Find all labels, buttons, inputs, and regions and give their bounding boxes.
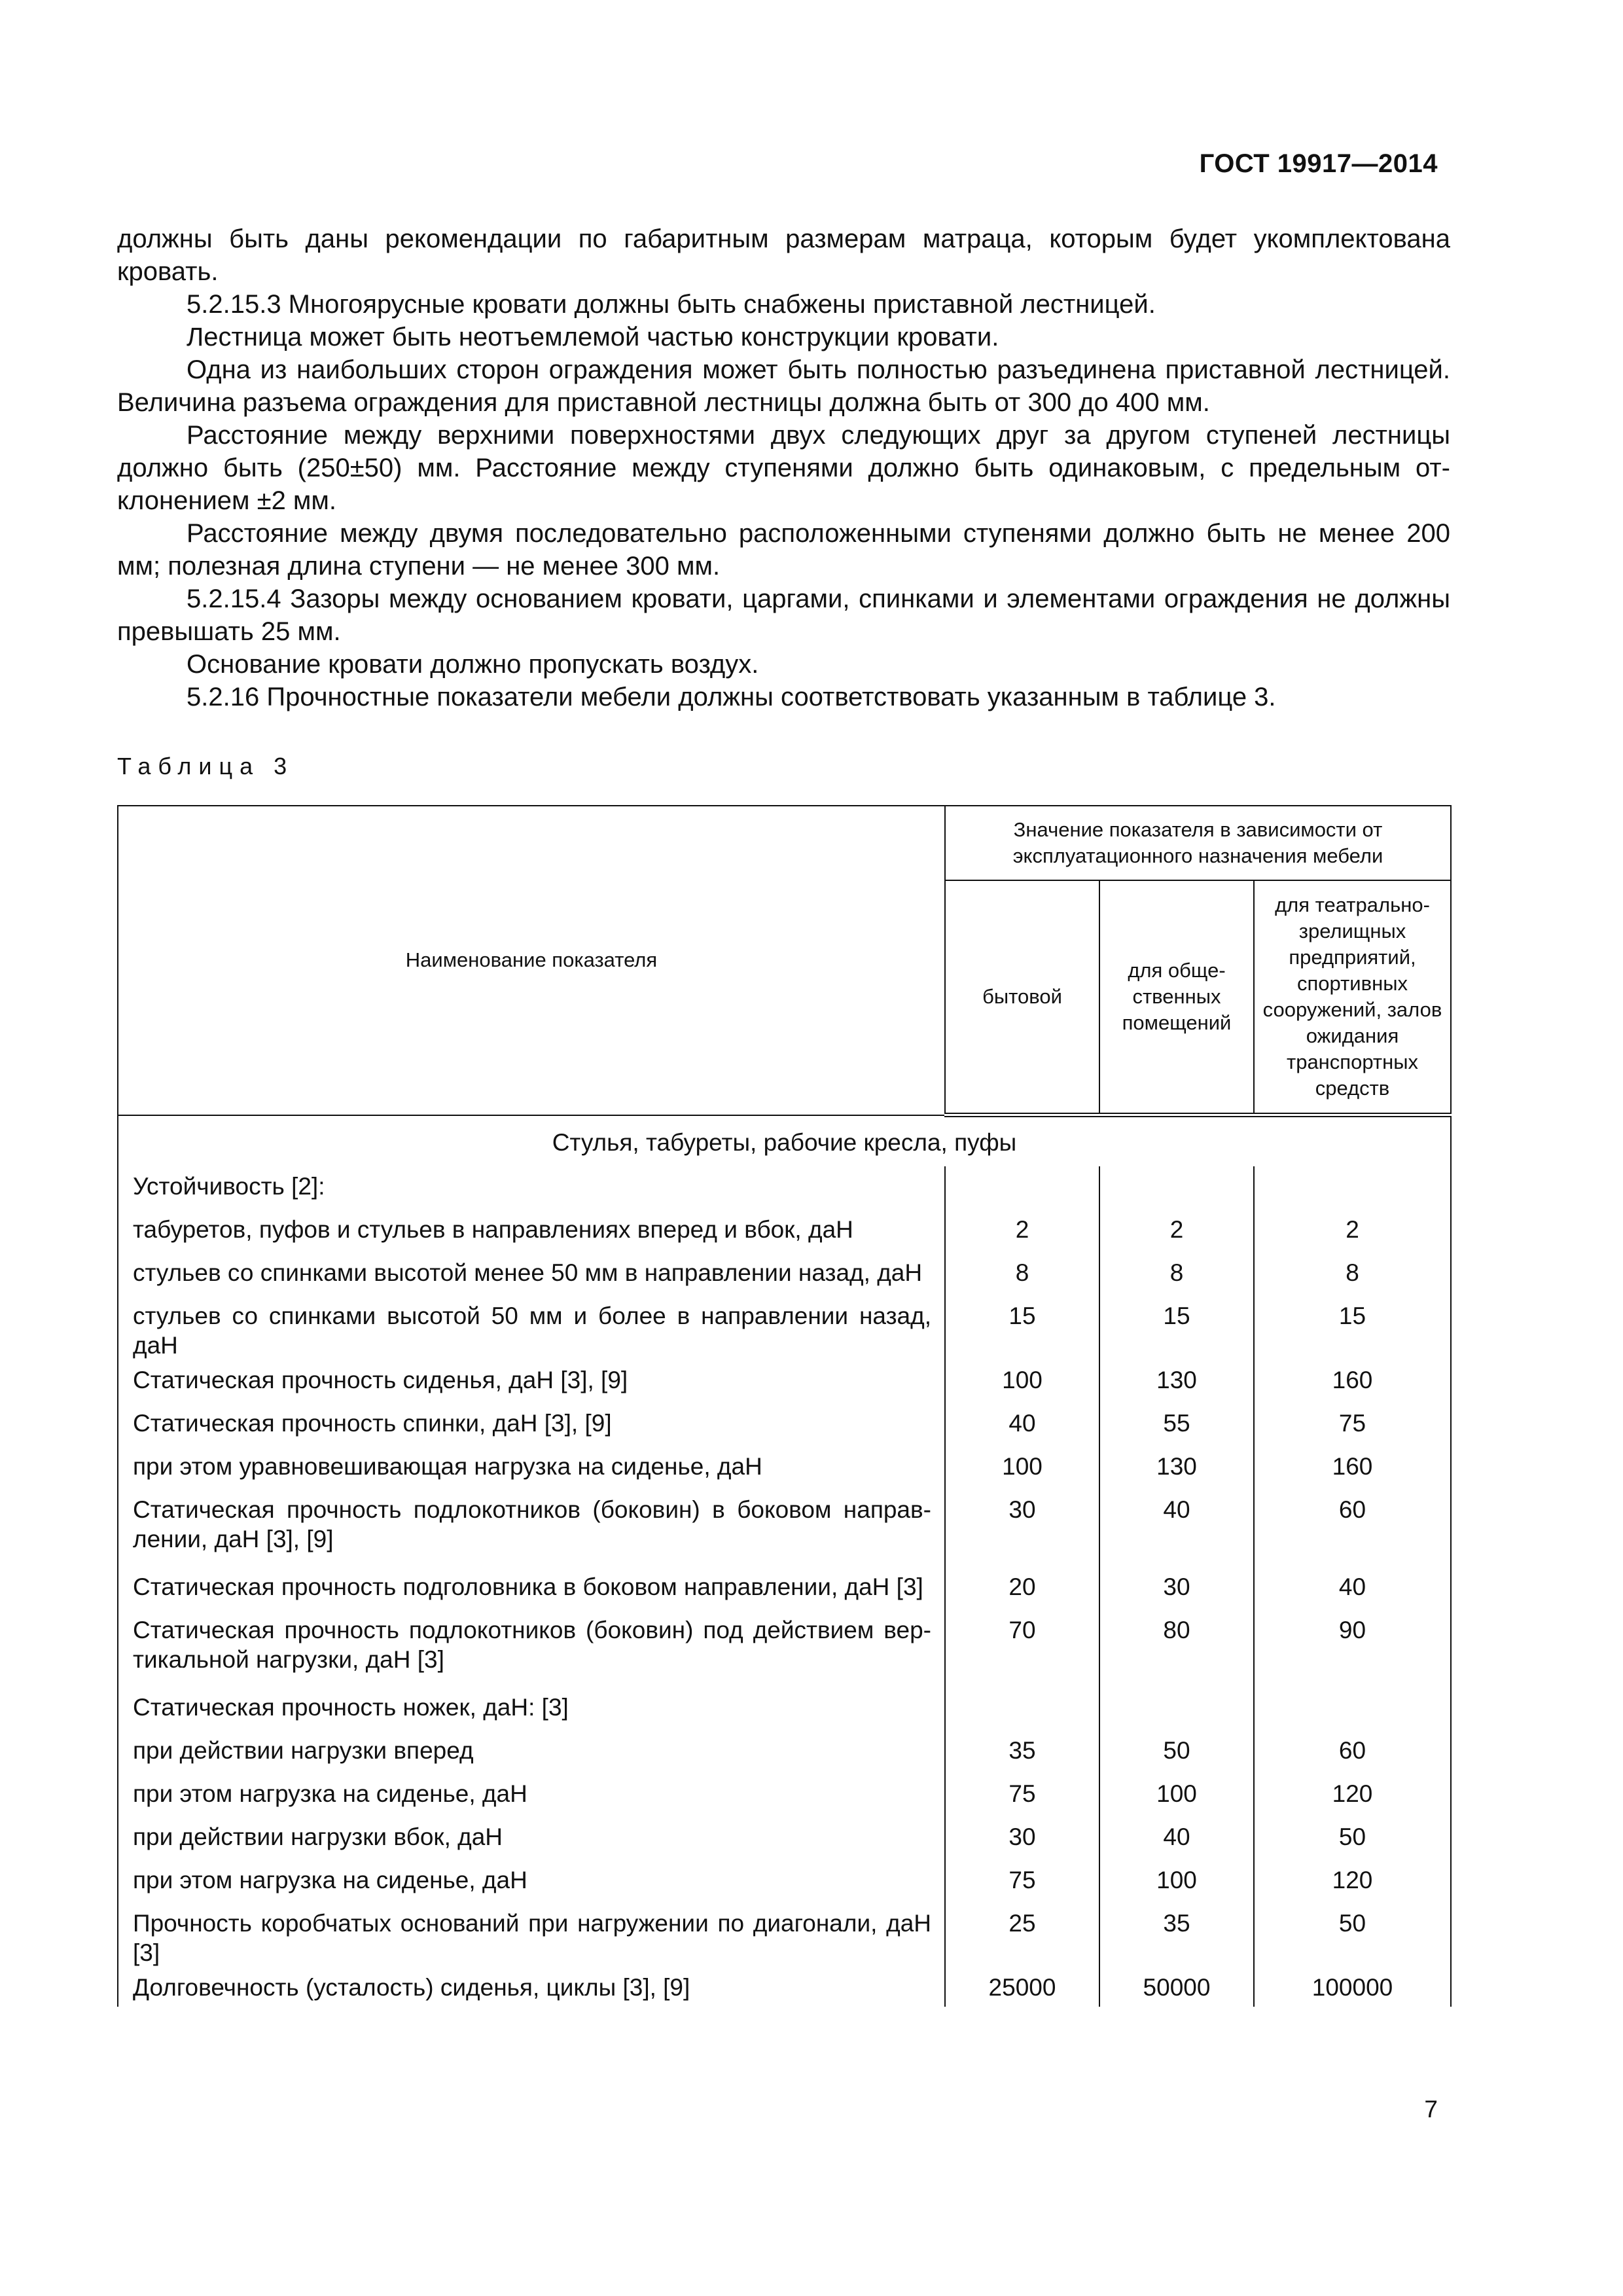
paragraph: 5.2.16 Прочностные показатели мебели должны соответствовать указанным в таблице 3. xyxy=(187,683,1276,711)
value-public: 30 xyxy=(1099,1567,1254,1610)
row-name: Статическая прочность ножек, даН: [3] xyxy=(118,1687,945,1731)
value-household: 25 xyxy=(945,1903,1099,1967)
row-name: Долговечность (усталость) сиденья, циклы [3], [9] xyxy=(118,1967,945,2007)
row-name: Статическая прочность подголовника в боковом направлении, даН [3] xyxy=(118,1567,945,1610)
table-row xyxy=(118,1903,1451,1967)
paragraph: должны быть даны рекомендации по габаритным размерам матраца, которым будет укомплектована кровать. xyxy=(117,224,1450,286)
paragraph: Расстояние между верхними поверхностями двух следующих друг за другом ступеней лестницы должно быть (250±50) мм. Расстояние между ступенями должно быть одинаковым, с предельным отклонением ±2 мм. xyxy=(117,421,1450,515)
row-name: табуретов, пуфов и стульев в направлениях вперед и вбок, даН xyxy=(118,1210,945,1253)
value-public: 50000 xyxy=(1099,1967,1254,2007)
paragraph: 5.2.15.3 Многоярусные кровати должны быть снабжены приставной лестницей. xyxy=(187,290,1156,319)
table-row xyxy=(118,1490,1451,1567)
table-row xyxy=(118,1731,1451,1774)
value-public xyxy=(1099,1166,1254,1210)
row-name: стульев со спинками высотой 50 мм и более в направлении назад, даН xyxy=(118,1296,945,1360)
value-household: 15 xyxy=(945,1296,1099,1360)
paragraph: Расстояние между двумя последовательно расположенными ступенями должно быть не менее 200 мм; полезная длина ступени — не менее 300 мм. xyxy=(117,519,1450,581)
value-theatre: 160 xyxy=(1254,1360,1451,1403)
value-public: 50 xyxy=(1099,1731,1254,1774)
row-name: стульев со спинками высотой менее 50 мм в направлении назад, даН xyxy=(118,1253,945,1296)
value-household: 75 xyxy=(945,1774,1099,1817)
table-row xyxy=(118,1567,1451,1610)
value-public xyxy=(1099,1687,1254,1731)
table-row xyxy=(118,1967,1451,2007)
header-household: бытовой xyxy=(945,880,1099,1115)
value-theatre: 50 xyxy=(1254,1817,1451,1860)
value-public: 15 xyxy=(1099,1296,1254,1360)
table-row xyxy=(118,1817,1451,1860)
value-public: 40 xyxy=(1099,1817,1254,1860)
value-household: 35 xyxy=(945,1731,1099,1774)
value-theatre: 2 xyxy=(1254,1210,1451,1253)
row-name: Статическая прочность сиденья, даН [3], [9] xyxy=(118,1360,945,1403)
value-theatre: 60 xyxy=(1254,1490,1451,1567)
header-public: для общественных помещений xyxy=(1099,880,1254,1115)
paragraph: Одна из наибольших сторон ограждения может быть полностью разъединена приставной лестницей. Величина разъема ограждения для приставной лестницы должна быть от 300 до 400 мм. xyxy=(117,355,1450,417)
value-theatre: 8 xyxy=(1254,1253,1451,1296)
standard-code: ГОСТ 19917—2014 xyxy=(1199,149,1438,178)
value-theatre: 90 xyxy=(1254,1610,1451,1687)
value-household: 20 xyxy=(945,1567,1099,1610)
table-row xyxy=(118,1446,1451,1490)
value-public: 130 xyxy=(1099,1446,1254,1490)
value-household: 70 xyxy=(945,1610,1099,1687)
value-household: 8 xyxy=(945,1253,1099,1296)
value-theatre: 75 xyxy=(1254,1403,1451,1446)
value-theatre: 100000 xyxy=(1254,1967,1451,2007)
value-household: 2 xyxy=(945,1210,1099,1253)
value-public: 100 xyxy=(1099,1860,1254,1903)
paragraph: Лестница может быть неотъемлемой частью конструкции кровати. xyxy=(187,323,999,351)
strength-table xyxy=(117,805,1452,2007)
header-name-column: Наименование показателя xyxy=(118,806,945,1115)
value-public: 100 xyxy=(1099,1774,1254,1817)
row-name: Устойчивость [2]: xyxy=(118,1166,945,1210)
value-public: 130 xyxy=(1099,1360,1254,1403)
table-row xyxy=(118,1687,1451,1731)
paragraph: Основание кровати должно пропускать воздух. xyxy=(187,650,759,679)
value-theatre: 50 xyxy=(1254,1903,1451,1967)
value-public: 80 xyxy=(1099,1610,1254,1687)
table-section-title: Стулья, табуреты, рабочие кресла, пуфы xyxy=(118,1115,1451,1166)
value-theatre: 60 xyxy=(1254,1731,1451,1774)
table-caption: Таблица 3 xyxy=(117,753,294,780)
row-name: Статическая прочность спинки, даН [3], [9] xyxy=(118,1403,945,1446)
value-theatre: 15 xyxy=(1254,1296,1451,1360)
value-theatre: 160 xyxy=(1254,1446,1451,1490)
table-row xyxy=(118,1860,1451,1903)
table-row xyxy=(118,1253,1451,1296)
page-number: 7 xyxy=(1424,2096,1438,2123)
header-value-group: Значение показателя в зависимости от эксплуатационного назначения мебели xyxy=(945,806,1451,880)
table-row xyxy=(118,1210,1451,1253)
paragraph: 5.2.15.4 Зазоры между основанием кровати, царгами, спинками и элементами ограждения не должны превышать 25 мм. xyxy=(117,584,1450,646)
value-public: 35 xyxy=(1099,1903,1254,1967)
header-theatre: для театрально-зрелищных предприятий, спортивных сооружений, залов ожидания транспортных средств xyxy=(1254,880,1451,1115)
value-theatre xyxy=(1254,1166,1451,1210)
value-household: 30 xyxy=(945,1817,1099,1860)
value-theatre xyxy=(1254,1687,1451,1731)
row-name: Статическая прочность подлокотников (боковин) под действием вертикальной нагрузки, даН [3] xyxy=(118,1610,945,1687)
value-public: 40 xyxy=(1099,1490,1254,1567)
value-household: 40 xyxy=(945,1403,1099,1446)
value-household: 30 xyxy=(945,1490,1099,1567)
row-name: при этом уравновешивающая нагрузка на сиденье, даН xyxy=(118,1446,945,1490)
body-text xyxy=(117,223,1450,713)
table-row xyxy=(118,1403,1451,1446)
table-row xyxy=(118,1610,1451,1687)
row-name: при действии нагрузки вбок, даН xyxy=(118,1817,945,1860)
value-theatre: 120 xyxy=(1254,1774,1451,1817)
value-public: 55 xyxy=(1099,1403,1254,1446)
value-household: 100 xyxy=(945,1446,1099,1490)
row-name: при действии нагрузки вперед xyxy=(118,1731,945,1774)
value-theatre: 120 xyxy=(1254,1860,1451,1903)
value-household: 75 xyxy=(945,1860,1099,1903)
table-row xyxy=(118,1296,1451,1360)
value-household: 25000 xyxy=(945,1967,1099,2007)
value-public: 2 xyxy=(1099,1210,1254,1253)
value-household: 100 xyxy=(945,1360,1099,1403)
row-name: при этом нагрузка на сиденье, даН xyxy=(118,1774,945,1817)
row-name: Прочность коробчатых оснований при нагружении по диагонали, даН [3] xyxy=(118,1903,945,1967)
table-row xyxy=(118,1166,1451,1210)
value-theatre: 40 xyxy=(1254,1567,1451,1610)
table-row xyxy=(118,1360,1451,1403)
value-household xyxy=(945,1687,1099,1731)
row-name: Статическая прочность подлокотников (боковин) в боковом направлении, даН [3], [9] xyxy=(118,1490,945,1567)
value-public: 8 xyxy=(1099,1253,1254,1296)
value-household xyxy=(945,1166,1099,1210)
row-name: при этом нагрузка на сиденье, даН xyxy=(118,1860,945,1903)
table-row xyxy=(118,1774,1451,1817)
